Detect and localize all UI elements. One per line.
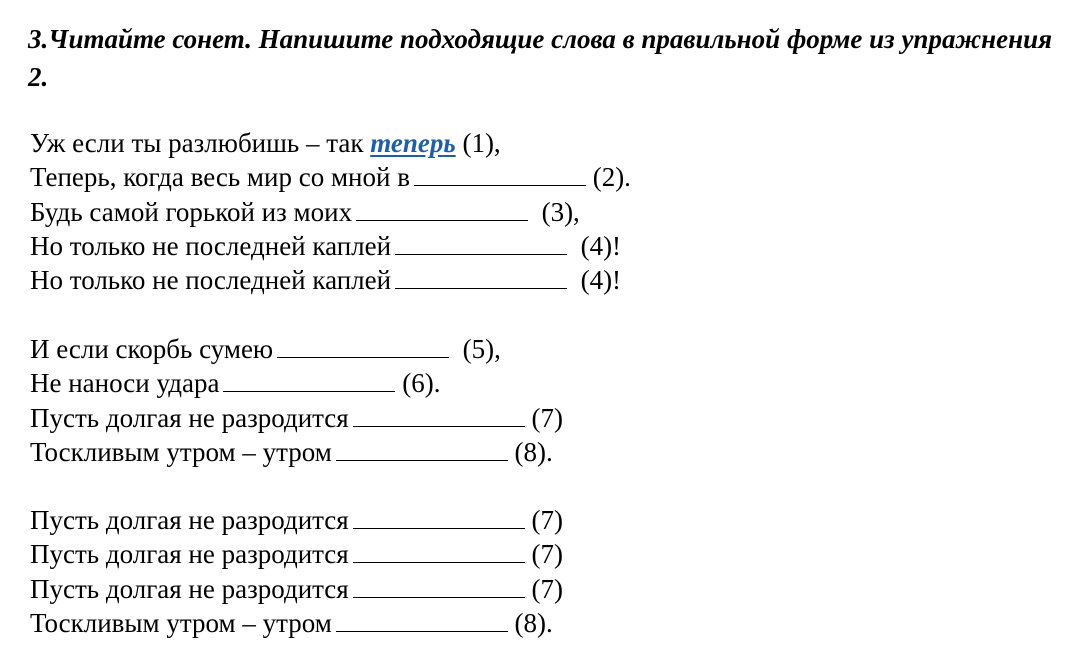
stanza-1 <box>30 126 631 297</box>
line-text: Но только не последней каплей <box>30 230 392 261</box>
line-text: Пусть долгая не разродится <box>30 505 349 535</box>
exercise-heading: 3.Читайте сонет. Напишите подходящие слова в правильной форме из упражнения 2. <box>28 24 1053 92</box>
line-number: (4)! <box>567 230 622 261</box>
line-text: Но только не последней каплей <box>30 265 392 296</box>
filled-answer: теперь <box>370 128 456 158</box>
answer-blank[interactable] <box>395 265 567 289</box>
line-number: (3), <box>528 196 580 227</box>
line-number: (4)! <box>567 265 622 296</box>
poem-line <box>30 572 563 606</box>
line-text: Пусть долгая не разродится <box>30 402 349 433</box>
line-text: Уж если ты разлюбишь – так <box>30 128 371 158</box>
answer-blank[interactable] <box>353 539 525 563</box>
answer-blank[interactable] <box>336 608 508 632</box>
answer-blank[interactable] <box>353 403 525 427</box>
line-number: (1), <box>455 128 501 158</box>
line-number: (8). <box>507 607 553 638</box>
answer-blank[interactable] <box>353 574 525 598</box>
line-number: (2). <box>585 162 631 193</box>
answer-blank[interactable] <box>277 334 449 358</box>
poem-line <box>30 435 563 469</box>
stanza-3 <box>30 503 563 640</box>
line-text: Тоскливым утром – утром <box>30 607 332 638</box>
poem-line <box>30 332 563 366</box>
answer-blank[interactable] <box>356 197 528 221</box>
line-text: Пусть долгая не разродится <box>30 573 349 604</box>
line-text: И если скорбь сумею <box>30 334 274 364</box>
answer-blank[interactable] <box>414 162 586 186</box>
poem-line <box>30 126 631 160</box>
poem-line <box>30 606 563 640</box>
line-text: Тоскливым утром – утром <box>30 436 332 467</box>
poem-line <box>30 229 631 263</box>
poem-line <box>30 195 631 229</box>
answer-blank[interactable] <box>353 505 525 529</box>
poem-line <box>30 366 563 400</box>
answer-blank[interactable] <box>395 231 567 255</box>
answer-blank[interactable] <box>223 368 395 392</box>
line-text: Пусть долгая не разродится <box>30 539 349 570</box>
stanza-2 <box>30 332 563 469</box>
line-number: (7) <box>524 539 563 570</box>
line-text: Теперь, когда весь мир со мной в <box>30 162 410 193</box>
poem-line <box>30 263 631 297</box>
poem-line <box>30 401 563 435</box>
line-number: (7) <box>524 402 563 433</box>
line-text: Не наноси удара <box>30 368 220 399</box>
line-number: (8). <box>507 436 553 467</box>
line-number: (6). <box>395 368 441 399</box>
line-text: Будь самой горькой из моих <box>30 196 353 227</box>
answer-blank[interactable] <box>336 437 508 461</box>
line-number: (7) <box>524 573 563 604</box>
poem-line <box>30 160 631 194</box>
line-number: (5), <box>449 334 501 364</box>
poem-line <box>30 503 563 537</box>
poem-line <box>30 537 563 571</box>
line-number: (7) <box>524 505 563 535</box>
